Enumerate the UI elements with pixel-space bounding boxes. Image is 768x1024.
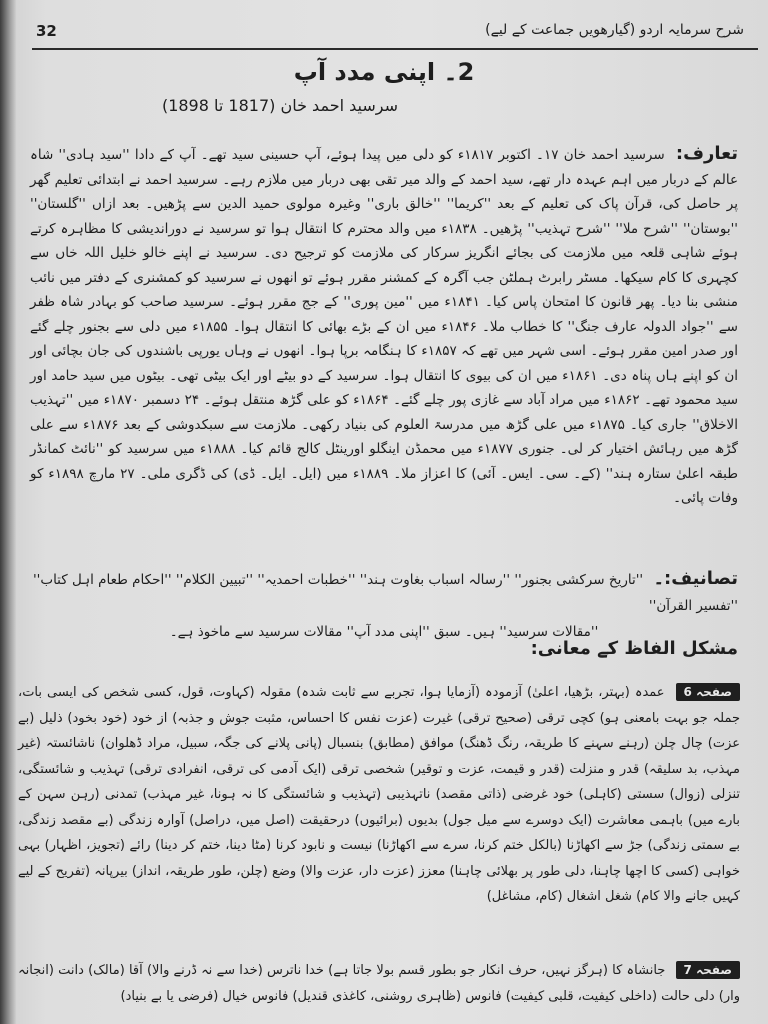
- vocabulary-paragraph-1: [18, 680, 740, 910]
- running-title: شرح سرمایہ اردو (گیارھویں جماعت کے لیے): [485, 22, 744, 38]
- vocabulary-section-page-6: [18, 680, 740, 910]
- works-line-1: [30, 566, 738, 619]
- works-list: ''تاریخ سرکشی بجنور'' ''رسالہ اسباب بغاوت ہند'' ''خطبات احمدیہ'' ''تبیین الکلام'' ''احکام طعام اہل کتاب'' ''تفسیر القرآن'': [32, 572, 738, 614]
- introduction-label: تعارف:: [675, 143, 739, 164]
- works-line-2: ''مقالات سرسید'' ہیں۔ سبق ''اپنی مدد آپ'' مقالات سرسید سے ماخوذ ہے۔: [169, 624, 599, 640]
- vocabulary-text-1: عمدہ (بہتر، بڑھیا، اعلیٰ) آزمودہ (آزمایا ہوا، تجربے سے ثابت شدہ) مقولہ (کہاوت، قول، کسی شخص کی ایسی بات، جملہ جو بہت بامعنی ہو) کچی ترقی (صحیح ترقی) غیرت (عزت نفس کا احساس، مثبت جوش و جذبہ) از خود (خود بخود) ذلیل (بے عزت) چال چلن (رہنے سہنے کا طریقہ، رنگ ڈھنگ) موافق (مطابق) بنسبال (پانی پلانے کی جگہ، سبیل، مراد ڈھلوان) ناشائستہ (غیر مہذب، بد سلیقہ) قدر و منزلت (قدر و قیمت، عزت و توقیر) شخصی ترقی (ایک آدمی کی ترقی، انفرادی ترقی) تہذیب و شائستگی، تنزلی (زوال) سستی (کاہلی) خود غرضی (ذاتی مقصد) ناتہذیبی (تہذیب و شائستگی کا نہ ہونا، غیر مہذب) تمدنی (رہن سہن کے بارے میں) باہمی معاشرت (ایک دوسرے سے میل جول) بدیوں (برائیوں) درحقیقت (اصل میں، دراصل) آوارہ زندگی (بے مقصد زندگی، بے سمتی زندگی) جڑ سے اکھاڑنا (بالکل ختم کرنا، سرے سے اکھاڑنا) نیست و نابود کرنا (مٹا دینا، ختم کر دینا) رائے (تجویز، اظہار) بہی خواہی (کسی کا اچھا چاہنا، دلی طور پر بھلائی چاہنا) معزز (عزت دار، عزت والا) وضع (چلن، طور طریقہ، انداز) بیرپانہ (تفریح کے لیے کہیں جانے والا کام) شغل اشغال (کام، مشاغل): [18, 685, 740, 904]
- page-7-badge: صفحہ 7: [676, 961, 740, 979]
- introduction-text: سرسید احمد خان ۱۷۔ اکتوبر ۱۸۱۷ء کو دلی میں پیدا ہوئے، آپ حسینی سید تھے۔ آپ کے دادا ''سید ہادی'' شاہ عالم کے دربار میں اہم عہدہ دار تھے، سید احمد کے والد میر تقی بھی دربار میں ملازم رہے۔ سرسید احمد نے ابتدائی تعلیم گھر پر حاصل کی، قرآن پاک کی تعلیم کے بعد ''کریما'' ''خالق باری'' وغیرہ مولوی حمید الدین سے پڑھیں۔ بعد ازاں ''گلستان'' ''بوستان'' ''شرح ملا'' ''شرح تہذیب'' پڑھیں۔ ۱۸۳۸ء میں والد محترم کا انتقال ہوا تو سرسید نے دوراندیشی کا مظاہرہ کرتے ہوئے شاہی قلعہ میں ملازمت کی بجائے انگریز سرکار کی ملازمت کو ترجیح دی۔ سرسید نے اپنے خالو خلیل اللہ خاں سے کچہری کا کام سیکھا۔ مسٹر رابرٹ ہملٹن جب آگرہ کے کمشنر مقرر ہوئے تو انھوں نے سرسید کو کمشنری کے دفتر میں نائب منشی بنا دیا۔ پھر قانون کا امتحان پاس کیا۔ ۱۸۴۱ء میں ''مین پوری'' کے جج مقرر ہوئے۔ سرسید صاحب کو بہادر شاہ ظفر سے ''جواد الدولہ عارف جنگ'' کا خطاب ملا۔ ۱۸۴۶ء میں ان کے بڑے بھائی کا انتقال ہوا۔ ۱۸۵۵ء میں دلی سے بجنور چلے گئے اور صدر امین مقرر ہوئے۔ اسی شہر میں تھے کہ ۱۸۵۷ء کا ہنگامہ برپا ہوا۔ انھوں نے وہاں یورپی باشندوں کی جان بچائی اور ان کو اپنے ہاں پناہ دی۔ ۱۸۶۱ء میں ان کی بیوی کا انتقال ہوا۔ سرسید کے دو بیٹے اور ایک بیٹی تھی۔ بیٹوں میں سید حامد اور سید محمود تھے۔ ۱۸۶۲ء میں مراد آباد سے غازی پور چلے گئے۔ ۱۸۶۴ء کو علی گڑھ منتقل ہوئے۔ ۲۴ دسمبر ۱۸۷۰ء میں ''تہذیب الاخلاق'' جاری کیا۔ ۱۸۷۵ء میں علی گڑھ میں مدرسۃ العلوم کی بنیاد رکھی۔ ملازمت سے سبکدوشی کے بعد ۱۸۷۶ء سے علی گڑھ میں رہائش اختیار کر لی۔ جنوری ۱۸۷۷ء میں محمڈن اینگلو اورینٹل کالج قائم کیا۔ ۱۸۸۸ء میں سرسید کو ''نائٹ کمانڈر طبقہ اعلیٰ ستارہ ہند'' (کے۔ سی۔ ایس۔ آئی) کا اعزاز ملا۔ ۱۸۸۹ء میں (ایل۔ ایل۔ ڈی) کی ڈگری ملی۔ ۲۷ مارچ ۱۸۹۸ء کو وفات پائی۔: [30, 147, 739, 506]
- book-spine-shadow: [0, 0, 16, 1024]
- works-section: [30, 566, 738, 645]
- header-rule: [32, 48, 758, 50]
- vocabulary-text-2: جانشاہ کا (ہرگز نہیں، حرف انکار جو بطور قسم بولا جاتا ہے) خدا ناترس (خدا سے نہ ڈرنے والا) آقا (مالک) دانت (انجانہ وار) دلی حالت (داخلی کیفیت، قلبی کیفیت) فانوس (ظاہری روشنی، کاغذی قندیل) فانوس خیال (فرضی یا بے بنیاد): [18, 963, 740, 1004]
- page-header: [20, 12, 758, 56]
- introduction-paragraph: [30, 142, 738, 511]
- lesson-title: 2۔ اپنی مدد آپ: [293, 58, 475, 86]
- works-label: تصانیف:۔: [653, 568, 738, 589]
- vocabulary-section-page-7: [18, 958, 740, 1010]
- page-number: 32: [36, 22, 57, 40]
- lesson-author: سرسید احمد خان (1817 تا 1898): [161, 96, 398, 115]
- page-6-badge: صفحہ 6: [676, 683, 740, 701]
- vocabulary-heading: مشکل الفاظ کے معانی:: [530, 638, 738, 659]
- vocabulary-paragraph-2: [18, 958, 740, 1010]
- introduction-section: [30, 142, 738, 511]
